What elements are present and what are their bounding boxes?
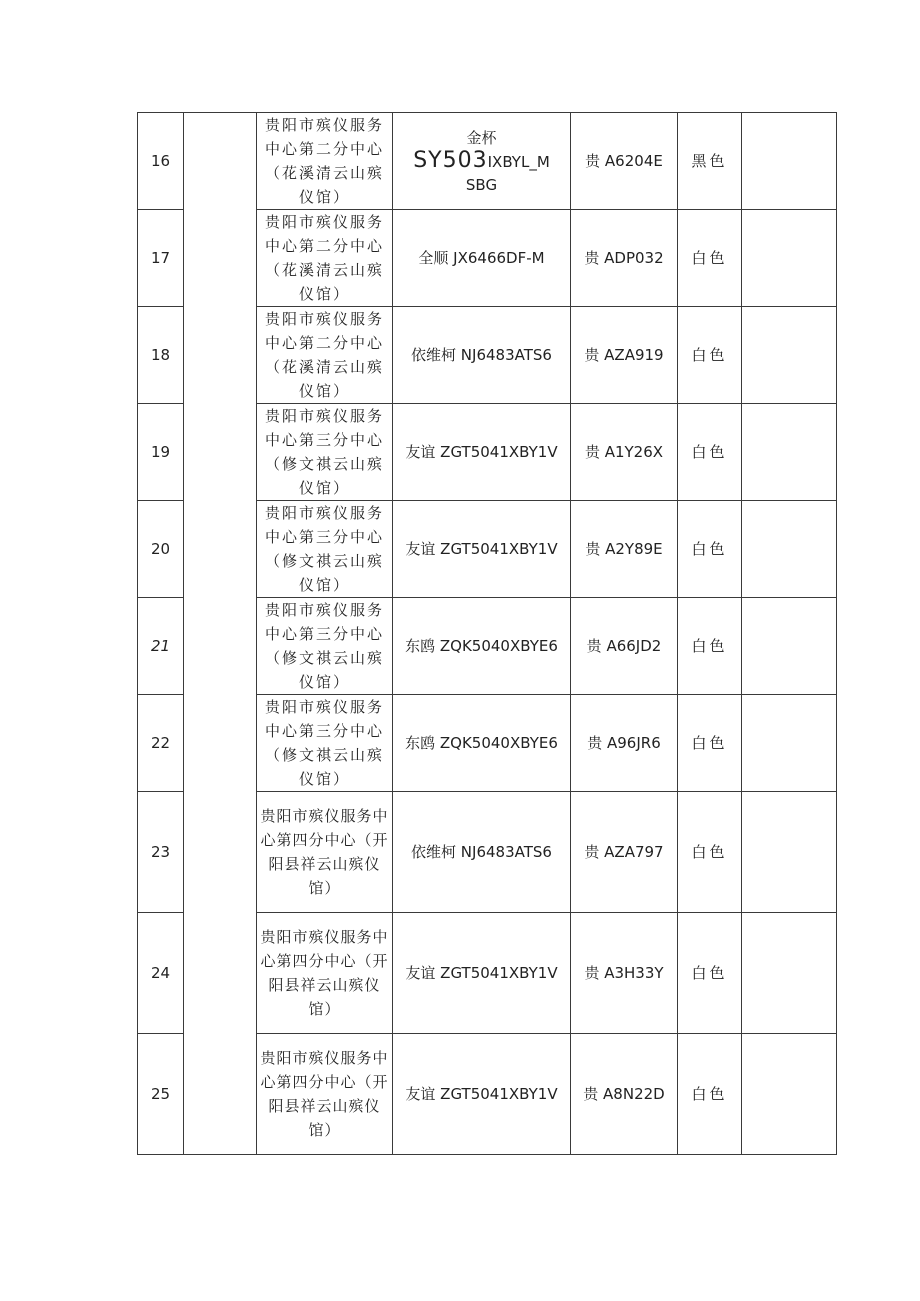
row-number: 25 [138,1034,184,1155]
remark-cell [742,1034,837,1155]
plate-number: 贵 A6204E [571,113,678,210]
remark-cell [742,113,837,210]
plate-number: 贵 A66JD2 [571,598,678,695]
row-number: 21 [138,598,184,695]
org-name: 贵阳市殡仪服务中心第四分中心（开阳县祥云山殡仪馆） [257,913,393,1034]
row-number: 23 [138,792,184,913]
vehicle-color: 白色 [678,210,742,307]
vehicle-model-code-c: SBG [465,175,498,194]
plate-number: 贵 AZA919 [571,307,678,404]
plate-number: 贵 A2Y89E [571,501,678,598]
org-name: 贵阳市殡仪服务中心第三分中心（修文祺云山殡仪馆） [257,404,393,501]
vehicle-model-code-b: IXBYL_M [487,152,550,171]
vehicle-model [393,113,571,210]
row-number: 17 [138,210,184,307]
plate-number: 贵 A1Y26X [571,404,678,501]
org-name: 贵阳市殡仪服务中心第二分中心（花溪清云山殡仪馆） [257,307,393,404]
row-number: 22 [138,695,184,792]
org-name: 贵阳市殡仪服务中心第三分中心（修文祺云山殡仪馆） [257,695,393,792]
row-number: 18 [138,307,184,404]
vehicle-model-code-a: SY503 [413,147,488,173]
vehicle-model: 依维柯 NJ6483ATS6 [393,307,571,404]
merged-blank-cell [184,113,257,1155]
remark-cell [742,598,837,695]
org-name: 贵阳市殡仪服务中心第三分中心（修文祺云山殡仪馆） [257,501,393,598]
vehicle-color: 白色 [678,1034,742,1155]
vehicle-color: 白色 [678,307,742,404]
org-name: 贵阳市殡仪服务中心第四分中心（开阳县祥云山殡仪馆） [257,792,393,913]
org-name: 贵阳市殡仪服务中心第二分中心（花溪清云山殡仪馆） [257,113,393,210]
vehicle-model: 友谊 ZGT5041XBY1V [393,404,571,501]
table-row [138,113,837,210]
plate-number: 贵 A96JR6 [571,695,678,792]
vehicle-color: 白色 [678,695,742,792]
vehicle-model: 东鸥 ZQK5040XBYE6 [393,695,571,792]
org-name: 贵阳市殡仪服务中心第二分中心（花溪清云山殡仪馆） [257,210,393,307]
remark-cell [742,913,837,1034]
row-number: 20 [138,501,184,598]
vehicle-model: 东鸥 ZQK5040XBYE6 [393,598,571,695]
remark-cell [742,695,837,792]
vehicle-model: 友谊 ZGT5041XBY1V [393,501,571,598]
remark-cell [742,501,837,598]
org-name: 贵阳市殡仪服务中心第三分中心（修文祺云山殡仪馆） [257,598,393,695]
vehicle-model: 全顺 JX6466DF-M [393,210,571,307]
plate-number: 贵 A8N22D [571,1034,678,1155]
vehicle-table [137,112,837,1155]
remark-cell [742,307,837,404]
remark-cell [742,792,837,913]
row-number: 24 [138,913,184,1034]
vehicle-color: 白色 [678,792,742,913]
vehicle-model-brand: 金杯 [466,128,497,147]
remark-cell [742,210,837,307]
vehicle-color: 黑色 [678,113,742,210]
org-name: 贵阳市殡仪服务中心第四分中心（开阳县祥云山殡仪馆） [257,1034,393,1155]
vehicle-color: 白色 [678,501,742,598]
plate-number: 贵 A3H33Y [571,913,678,1034]
vehicle-color: 白色 [678,913,742,1034]
vehicle-color: 白色 [678,598,742,695]
row-number: 16 [138,113,184,210]
remark-cell [742,404,837,501]
vehicle-color: 白色 [678,404,742,501]
vehicle-model: 依维柯 NJ6483ATS6 [393,792,571,913]
plate-number: 贵 ADP032 [571,210,678,307]
vehicle-model: 友谊 ZGT5041XBY1V [393,1034,571,1155]
vehicle-model: 友谊 ZGT5041XBY1V [393,913,571,1034]
plate-number: 贵 AZA797 [571,792,678,913]
row-number: 19 [138,404,184,501]
